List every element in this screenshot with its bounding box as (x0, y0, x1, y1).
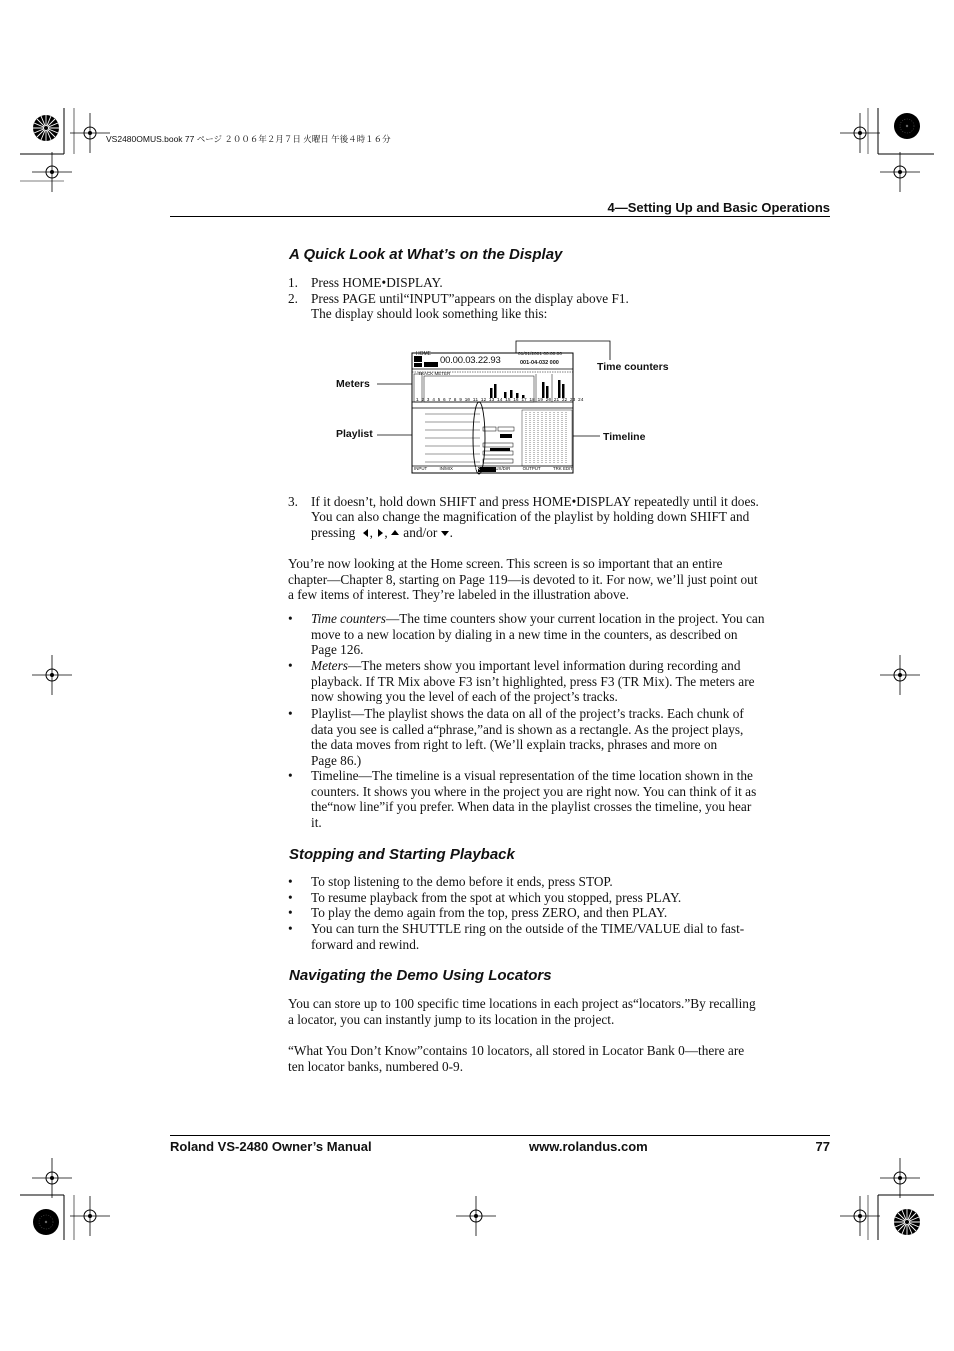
step-number: 2. (288, 291, 298, 306)
paragraph-line: a few items of interest. They’re labeled in the illustration above. (288, 587, 629, 603)
right-arrow-icon (376, 529, 384, 538)
pressing-text: pressing (311, 525, 356, 540)
bullet-line: it. (311, 815, 322, 831)
bullet-dot: • (288, 706, 293, 721)
lcd-tab-in-mix: IN/MIX (439, 466, 453, 471)
step-text: You can also change the magnification of the playlist by holding down SHIFT and (311, 509, 750, 524)
svg-text:1 2 3 4 5 6 7 8 9 10 11 12 13: 1 2 3 4 5 6 7 8 9 10 11 12 13 14 15 16 17 18 19 20 21 22 23 24 (416, 398, 584, 403)
lcd-tab-trk-edit: TRK EDIT (552, 466, 573, 471)
bullet-line: You can turn the SHUTTLE ring on the outside of the TIME/VALUE dial to fast- (311, 921, 745, 936)
section-title-locators: Navigating the Demo Using Locators (289, 967, 552, 984)
up-arrow-icon (391, 529, 400, 537)
bullet-line: —The meters show you important level information during recording and (347, 658, 741, 673)
locators-paragraph-2 (288, 1043, 828, 1074)
locators-paragraph-1 (288, 996, 828, 1027)
home-screen-intro (288, 556, 828, 603)
bullet-line: the“now line”if you prefer. When data in the playlist crosses the timeline, you hear (311, 799, 752, 815)
step-text-with-arrows: pressing , , and/or . (311, 525, 453, 540)
footer-url: www.rolandus.com (529, 1139, 648, 1154)
header-rule (170, 216, 830, 217)
bullet-dot: • (288, 905, 293, 920)
bullet-line: Page 86.) (311, 753, 362, 769)
down-arrow-icon (441, 529, 450, 537)
page-number: 77 (815, 1139, 830, 1154)
callout-time-counters: Time counters (597, 361, 669, 373)
section-title-playback: Stopping and Starting Playback (289, 846, 515, 863)
bullet-line: move to a new location by dialing in a new time in the counters, as described on (311, 626, 738, 642)
step-number: 1. (288, 275, 298, 290)
footer-manual-title: Roland VS-2480 Owner’s Manual (170, 1139, 372, 1154)
step-text: The display should look something like this: (311, 306, 548, 321)
bullet-line: Playlist—The playlist shows the data on all of the project’s tracks. Each chunk of (311, 706, 744, 721)
paragraph-line: chapter—Chapter 8, starting on Page 119—is devoted to it. For now, we’ll just point out (288, 571, 758, 587)
bullet-line: To play the demo again from the top, press ZERO, and then PLAY. (311, 905, 668, 920)
step-text: Press PAGE until“INPUT”appears on the display above F1. (311, 291, 629, 306)
bullet-line: Timeline—The timeline is a visual representation of the time location shown in the (311, 768, 753, 783)
print-job-mark: VS2480OMUS.book 77 ページ ２００６年２月７日 火曜日 午後４時１６分 (106, 134, 391, 144)
lcd-menu: TRACK METER (418, 371, 451, 376)
lcd-home-label: HOME (416, 351, 431, 357)
lcd-tab-bar (414, 466, 573, 471)
bullet-line: To stop listening to the demo before it ends, press STOP. (311, 874, 613, 889)
lcd-tab-tr-mix: TR MIX (465, 466, 481, 471)
callout-timeline: Timeline (603, 431, 646, 443)
bullet-line: now showing you the level of each of the project’s tracks. (311, 689, 618, 705)
bullet-term: Meters (311, 658, 348, 673)
display-illustration (330, 338, 690, 478)
bullet-dot: • (288, 768, 293, 783)
bullet-line: —The time counters show your current location in the project. You can (385, 611, 765, 626)
paragraph-line: “What You Don’t Know”contains 10 locators, all stored in Locator Bank 0—there are (288, 1043, 745, 1058)
bullet-dot: • (288, 874, 293, 889)
bullet-dot: • (288, 921, 293, 936)
step-number: 3. (288, 494, 298, 509)
bullet-dot: • (288, 611, 293, 626)
bullet-line: forward and rewind. (311, 936, 420, 952)
paragraph-line: You’re now looking at the Home screen. This screen is so important that an entire (288, 556, 723, 571)
paragraph-line: You can store up to 100 specific time locations in each project as“locators.”By recalling (288, 996, 756, 1011)
paragraph-line: a locator, you can instantly jump to its location in the project. (288, 1011, 615, 1027)
callout-playlist: Playlist (336, 428, 373, 440)
callout-meters: Meters (336, 378, 370, 390)
bullet-line: playback. If TR Mix above F3 isn’t highlighted, press F3 (TR Mix). The meters are (311, 673, 755, 689)
bullet-line: counters. It shows you where in the project you are right now. You can think of it as (311, 783, 757, 799)
lcd-date: 01/01/2001 00:00:00 (518, 352, 563, 357)
bullet-dot: • (288, 658, 293, 673)
lcd-tab-input: INPUT (414, 466, 428, 471)
lcd-screen-drawing (330, 338, 690, 478)
chapter-header: 4—Setting Up and Basic Operations (607, 200, 830, 215)
lcd-tab-aux-dir: AUX/DIR (492, 466, 511, 471)
step-text: Press HOME•DISPLAY. (311, 275, 443, 290)
bullet-line: data you see is called a“phrase,”and is shown as a rectangle. As the project plays, (311, 721, 744, 737)
and-or-text: and/or (403, 525, 438, 540)
paragraph-line: ten locator banks, numbered 0-9. (288, 1058, 464, 1074)
left-arrow-icon (362, 529, 370, 538)
section-title-display: A Quick Look at What’s on the Display (289, 246, 563, 263)
step-text: If it doesn’t, hold down SHIFT and press HOME•DISPLAY repeatedly until it does. (311, 494, 759, 509)
bullet-line: To resume playback from the spot at which you stopped, press PLAY. (311, 890, 682, 905)
bullet-dot: • (288, 890, 293, 905)
bullet-line: Page 126. (311, 642, 364, 658)
footer-rule (170, 1135, 830, 1136)
lcd-bar-beat: 001-04-032 000 (520, 360, 559, 366)
lcd-tab-output: OUTPUT (522, 466, 541, 471)
bullet-term: Time counters (311, 611, 386, 626)
bullet-line: the data moves from right to left. (We’ll explain tracks, phrases and more on (311, 737, 718, 753)
lcd-time-counter: 00.00.03.22.93 (440, 355, 501, 366)
